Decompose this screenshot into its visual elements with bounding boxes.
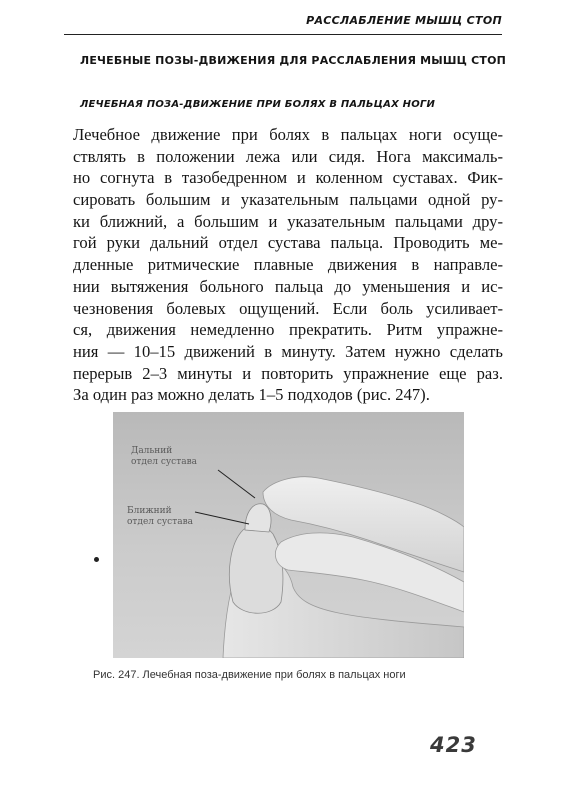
figure-label-near: Ближний отдел сустава	[127, 506, 193, 527]
body-line: нии вытяжения больного пальца до уменьшения и ис-	[73, 276, 503, 296]
body-line: но согнута в тазобедренном и коленном суставах. Фик-	[73, 168, 503, 188]
toe-shape	[245, 504, 271, 532]
running-head: РАССЛАБЛЕНИЕ МЫШЦ СТОП	[306, 14, 502, 27]
body-text	[73, 124, 503, 406]
body-line: Лечебное движение при болях в пальцах ноги осуще-	[73, 125, 503, 144]
section-title: ЛЕЧЕБНЫЕ ПОЗЫ-ДВИЖЕНИЯ ДЛЯ РАССЛАБЛЕНИЯ МЫШЦ СТОП	[80, 54, 507, 67]
subsection-title: ЛЕЧЕБНАЯ ПОЗА-ДВИЖЕНИЕ ПРИ БОЛЯХ В ПАЛЬЦАХ НОГИ	[80, 99, 436, 110]
margin-dot	[94, 557, 99, 562]
page-number: 423	[430, 733, 477, 757]
body-line: чезновения болевых ощущений. Если боль усиливает-	[73, 298, 503, 318]
body-line: ки ближний, а большим и указательным пальцами дру-	[73, 211, 503, 231]
pointer-line-near	[195, 512, 249, 524]
body-line: гой руки дальний отдел сустава пальца. Проводить ме-	[73, 233, 503, 253]
body-line: перерыв 2–3 минуты и повторить упражнение еще раз.	[73, 363, 503, 383]
body-line: ствлять в положении лежа или сидя. Нога максималь-	[73, 146, 503, 166]
pointer-line-far	[218, 470, 255, 498]
figure-photo	[113, 412, 464, 658]
figure-caption: Рис. 247. Лечебная поза-движение при болях в пальцах ноги	[93, 669, 406, 681]
foot-shape	[229, 525, 283, 613]
body-line: дленные ритмические плавные движения в направле-	[73, 255, 503, 275]
body-line: ся, движения немедленно прекратить. Ритм упражне-	[73, 320, 503, 340]
figure-label-far: Дальний отдел сустава	[131, 446, 197, 467]
body-line: ния — 10–15 движений в минуту. Затем нужно сделать	[73, 341, 503, 361]
body-line: сировать большим и указательным пальцами одной ру-	[73, 190, 503, 210]
header-rule	[64, 34, 502, 35]
body-line: За один раз можно делать 1–5 подходов (рис. 247).	[73, 385, 430, 405]
